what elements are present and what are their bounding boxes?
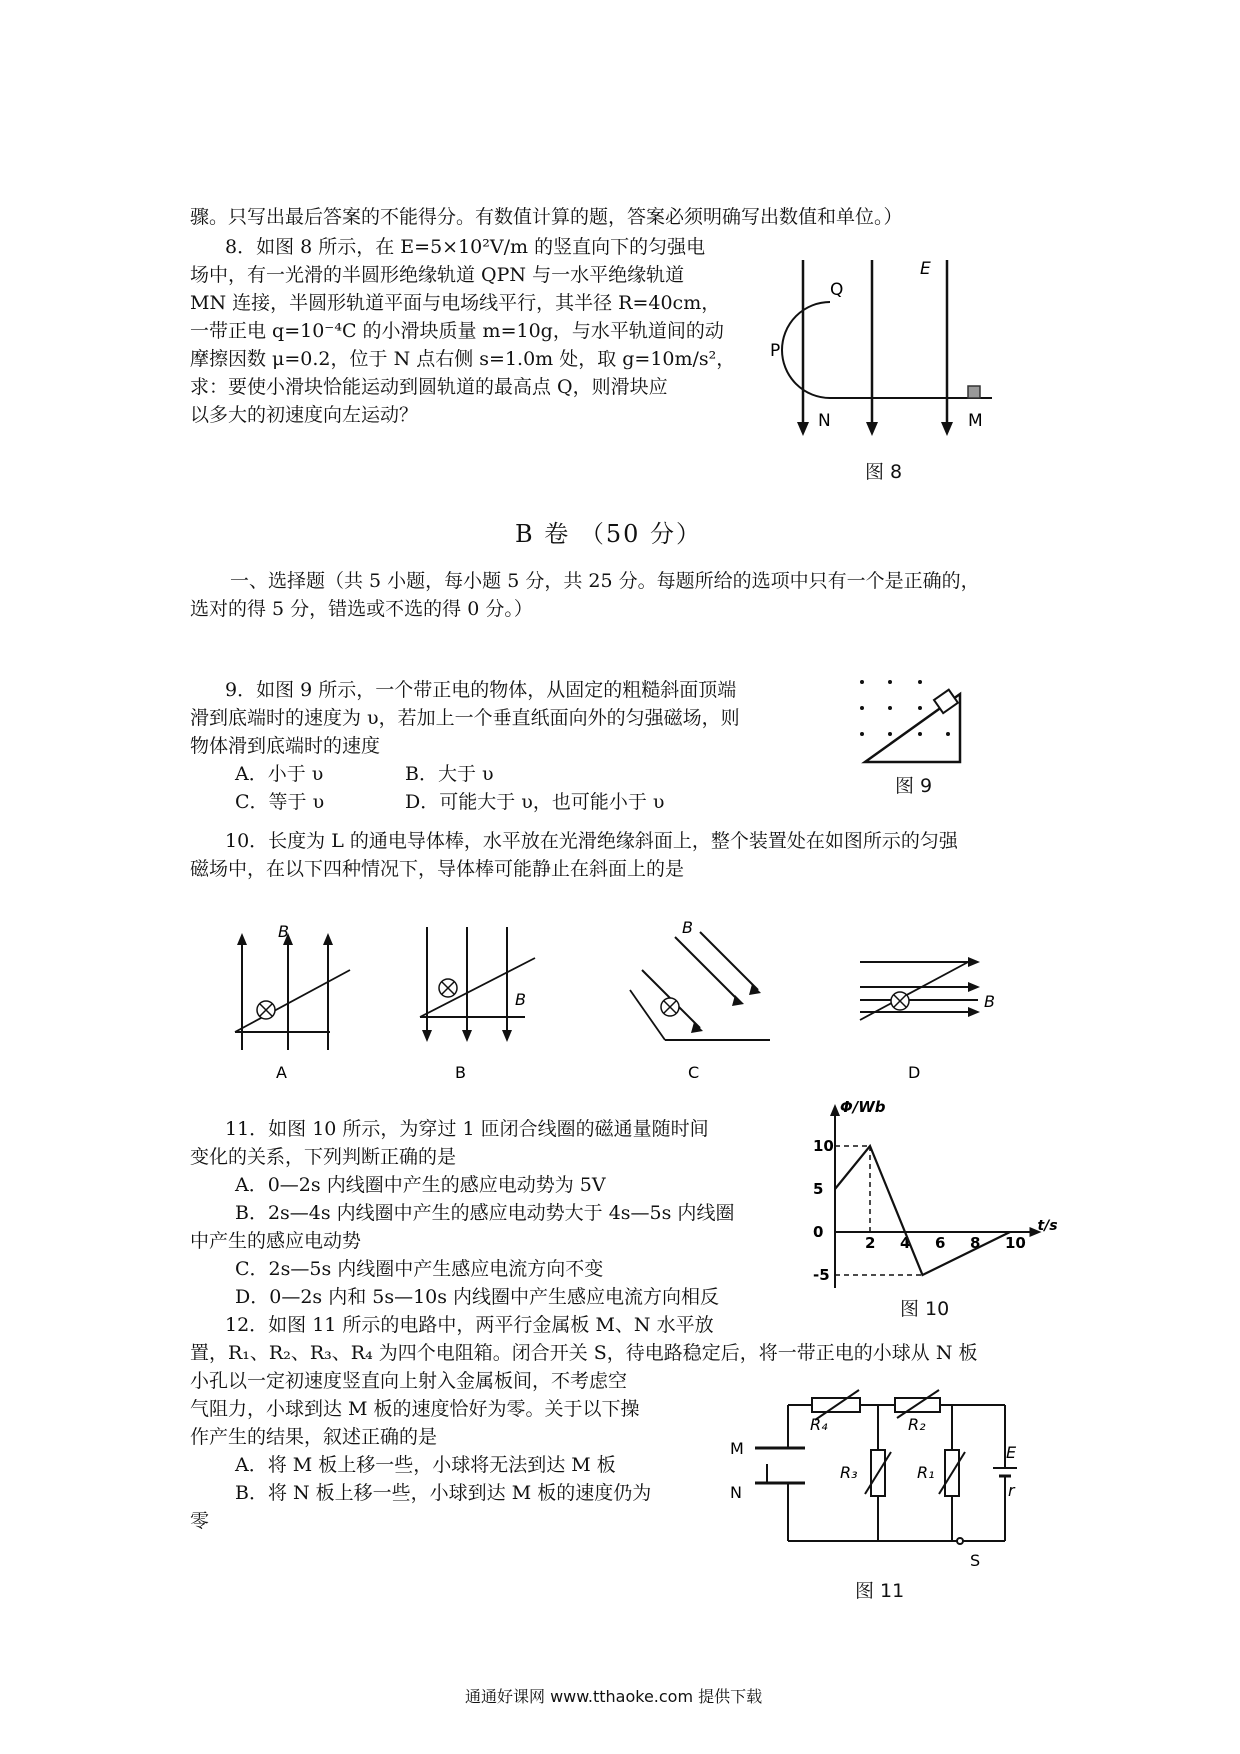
x-tick-label: 8 xyxy=(970,1234,981,1252)
panel-d xyxy=(860,957,995,1082)
magnetic-field-dots xyxy=(860,680,950,736)
label-e: E xyxy=(920,259,931,279)
label-q: Q xyxy=(830,280,844,300)
x-tick-label: 10 xyxy=(1005,1234,1026,1252)
field-label: B xyxy=(515,990,526,1009)
label-e: E xyxy=(1006,1443,1017,1462)
figure-9-diagram xyxy=(850,670,980,770)
footer: 通通好课网 www.tthaoke.com 提供下载 xyxy=(465,1687,763,1706)
intro-line: 骤。只写出最后答案的不能得分。有数值计算的题，答案必须明确写出数值和单位。） xyxy=(190,206,903,228)
x-tick-label: 4 xyxy=(900,1234,911,1252)
label-r: r xyxy=(1008,1481,1015,1500)
field-label: B xyxy=(682,918,693,937)
label-r2: R₂ xyxy=(908,1415,926,1434)
y-tick-label: 0 xyxy=(813,1223,824,1241)
figure-11-circuit xyxy=(725,1378,1025,1578)
q9-option: C．等于 υ xyxy=(235,791,325,813)
semicircle-track xyxy=(782,302,830,398)
q11-line: C．2s—5s 内线圈中产生感应电流方向不变 xyxy=(235,1258,604,1280)
flux-series-line xyxy=(835,1146,1010,1275)
section-b-instructions: 一、选择题（共 5 小题，每小题 5 分，共 25 分。每题所给的选项中只有一个是正确的， xyxy=(230,570,980,592)
figure-10-chart xyxy=(810,1098,1090,1288)
x-tick-label: 2 xyxy=(865,1234,876,1252)
panel-label: D xyxy=(908,1063,921,1082)
q11-line: D．0—2s 内和 5s—10s 内线圈中产生感应电流方向相反 xyxy=(235,1286,720,1308)
figure-11-caption: 图 11 xyxy=(855,1580,905,1602)
label-r4: R₄ xyxy=(810,1415,828,1434)
panel-c xyxy=(630,918,770,1082)
figure-10-caption: 图 10 xyxy=(900,1298,950,1320)
panel-b xyxy=(420,927,535,1082)
label-m: M xyxy=(968,411,983,431)
field-arrow xyxy=(797,422,809,436)
q9-option: B．大于 υ xyxy=(405,763,494,785)
q9-option: D．可能大于 υ，也可能小于 υ xyxy=(405,791,665,813)
x-axis-label: t/s xyxy=(1037,1218,1058,1234)
q12-line: 小孔以一定初速度竖直向上射入金属板间，不考虑空 xyxy=(190,1370,628,1392)
field-label: B xyxy=(984,992,995,1011)
q12-line: 作产生的结果，叙述正确的是 xyxy=(190,1426,438,1448)
y-tick-label: 10 xyxy=(813,1137,834,1155)
q12-line: B．将 N 板上移一些，小球到达 M 板的速度仍为 xyxy=(235,1482,652,1504)
q11-line: 变化的关系，下列判断正确的是 xyxy=(190,1146,457,1168)
q8-line: 求：要使小滑块恰能运动到圆轨道的最高点 Q，则滑块应 xyxy=(190,376,668,398)
figure-8-caption: 图 8 xyxy=(865,461,903,483)
q12-line: 气阻力，小球到达 M 板的速度恰好为零。关于以下操 xyxy=(190,1398,640,1420)
figure-9-caption: 图 9 xyxy=(895,775,933,797)
q11-line: 中产生的感应电动势 xyxy=(190,1230,362,1252)
section-b-title: B 卷 （50 分） xyxy=(515,520,703,548)
x-tick-label: 6 xyxy=(935,1234,946,1252)
y-tick-label: 5 xyxy=(813,1180,824,1198)
q12-line: 置，R₁、R₂、R₃、R₄ 为四个电阻箱。闭合开关 S，待电路稳定后，将一带正电的小球从 N 板 xyxy=(190,1342,978,1364)
q10-panels xyxy=(220,915,1100,1090)
section-b-instructions: 选对的得 5 分，错选或不选的得 0 分。） xyxy=(190,598,533,620)
q9-line: 滑到底端时的速度为 υ，若加上一个垂直纸面向外的匀强磁场，则 xyxy=(190,707,740,729)
label-r1: R₁ xyxy=(917,1463,935,1482)
q11-line: A．0—2s 内线圈中产生的感应电动势为 5V xyxy=(235,1174,606,1196)
slider-block xyxy=(968,386,980,398)
q10-line: 10．长度为 L 的通电导体棒，水平放在光滑绝缘斜面上，整个装置处在如图所示的匀强 xyxy=(225,830,958,852)
panel-label: B xyxy=(455,1063,466,1082)
q12-line: 12．如图 11 所示的电路中，两平行金属板 M、N 水平放 xyxy=(225,1314,714,1336)
q9-line: 9．如图 9 所示，一个带正电的物体，从固定的粗糙斜面顶端 xyxy=(225,679,737,701)
q8-line: MN 连接，半圆形轨道平面与电场线平行，其半径 R=40cm， xyxy=(190,292,721,314)
y-axis-arrow xyxy=(830,1104,840,1116)
panel-label: C xyxy=(688,1063,700,1082)
switch-s xyxy=(957,1538,963,1544)
label-p: P xyxy=(770,341,781,361)
q8-line: 以多大的初速度向左运动？ xyxy=(190,404,419,426)
q12-line: A．将 M 板上移一些，小球将无法到达 M 板 xyxy=(235,1454,616,1476)
y-axis-label: Φ/Wb xyxy=(840,1098,886,1116)
q8-line: 场中，有一光滑的半圆形绝缘轨道 QPN 与一水平绝缘轨道 xyxy=(190,264,685,286)
label-n: N xyxy=(818,411,831,431)
q11-line: 11．如图 10 所示，为穿过 1 匝闭合线圈的磁通量随时间 xyxy=(225,1118,709,1140)
q9-line: 物体滑到底端时的速度 xyxy=(190,735,381,757)
y-tick-label: -5 xyxy=(813,1266,830,1284)
label-n: N xyxy=(730,1483,742,1502)
field-label: B xyxy=(278,922,289,941)
q8-line: 一带正电 q=10⁻⁴C 的小滑块质量 m=10g，与水平轨道间的动 xyxy=(190,320,724,342)
figure-8-diagram xyxy=(770,250,1010,450)
label-m: M xyxy=(730,1439,744,1458)
q10-line: 磁场中，在以下四种情况下，导体棒可能静止在斜面上的是 xyxy=(190,858,685,880)
q8-line: 8．如图 8 所示，在 E=5×10²V/m 的竖直向下的匀强电 xyxy=(225,236,706,258)
label-s: S xyxy=(970,1551,981,1570)
panel-a xyxy=(235,922,350,1082)
q11-line: B．2s—4s 内线圈中产生的感应电动势大于 4s—5s 内线圈 xyxy=(235,1202,735,1224)
panel-label: A xyxy=(276,1063,287,1082)
field-arrow xyxy=(866,422,878,436)
q12-line: 零 xyxy=(190,1510,210,1532)
field-arrow xyxy=(941,422,953,436)
label-r3: R₃ xyxy=(840,1463,858,1482)
q8-line: 摩擦因数 μ=0.2，位于 N 点右侧 s=1.0m 处，取 g=10m/s²， xyxy=(190,348,736,370)
q9-option: A．小于 υ xyxy=(235,763,324,785)
